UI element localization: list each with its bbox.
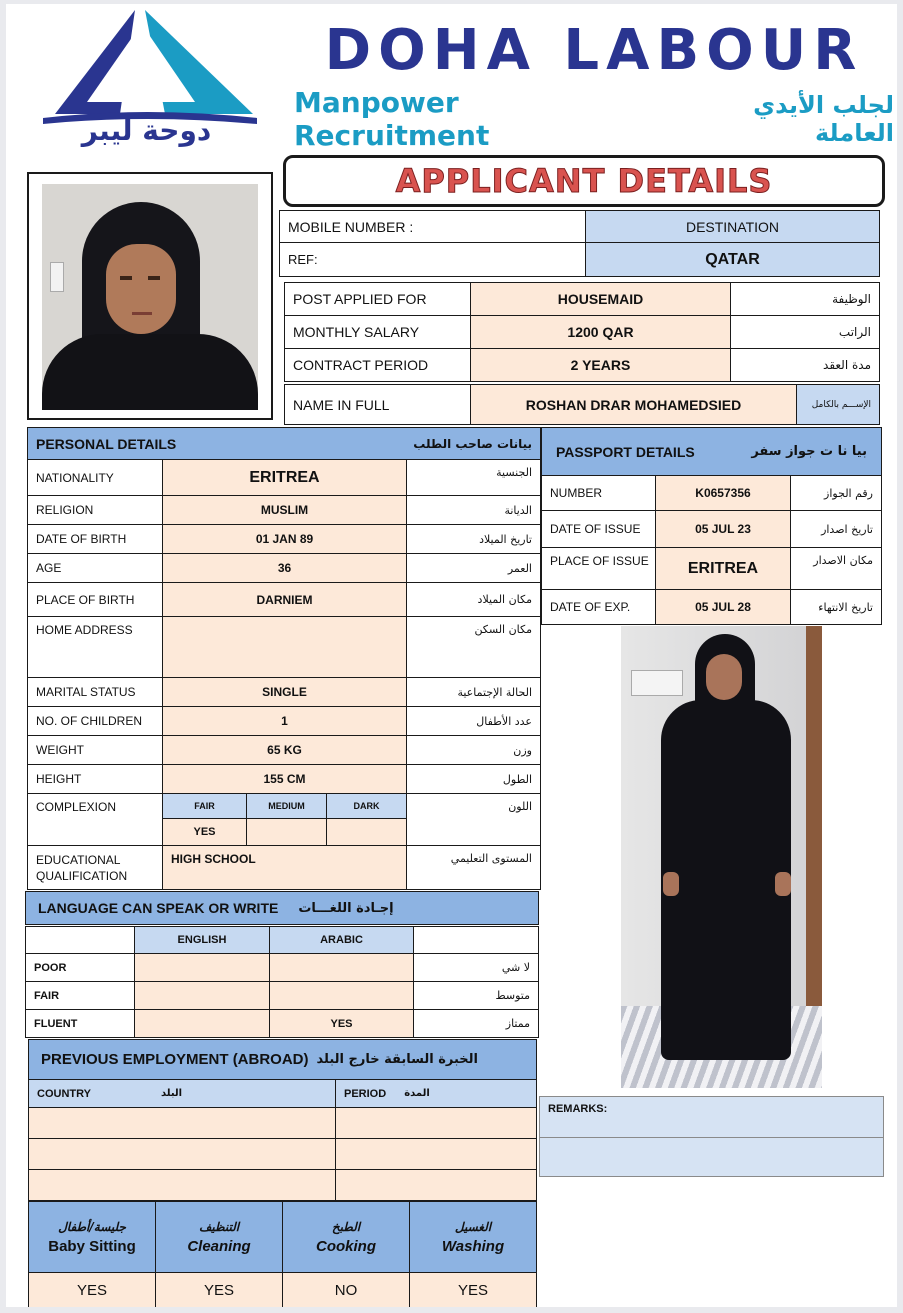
home-address-value: [162, 616, 407, 678]
place-of-issue-value: ERITREA: [655, 547, 791, 590]
place-of-issue-label-ar: مكان الاصدار: [790, 547, 882, 590]
contract-period-value: 2 YEARS: [470, 348, 731, 382]
skill-washing: [409, 1201, 537, 1273]
skill-cooking: [282, 1201, 410, 1273]
employment-country-header: [28, 1079, 336, 1108]
date-of-exp-value: 05 JUL 28: [655, 589, 791, 625]
company-name: DOHA LABOUR: [324, 18, 864, 83]
skill-baby-sitting-ar: جليسة/أطفال: [58, 1219, 126, 1234]
dob-value: 01 JAN 89: [162, 524, 407, 554]
passport-details-header: [541, 427, 882, 476]
children-value: 1: [162, 706, 407, 736]
passport-number-value: K0657356: [655, 475, 791, 511]
remarks-value: [539, 1137, 884, 1177]
monthly-salary-label: MONTHLY SALARY: [284, 315, 471, 349]
language-col-english: ENGLISH: [134, 926, 270, 954]
employment-row-1-country: [28, 1107, 336, 1139]
education-label: [27, 845, 163, 890]
company-subtitle-ar: لجلب الأيدي العاملة: [753, 91, 894, 147]
dob-label: DATE OF BIRTH: [27, 524, 163, 554]
skill-baby-sitting: [28, 1201, 156, 1273]
education-label-ar: المستوى التعليمي: [406, 845, 541, 890]
date-of-exp-label-ar: تاريخ الانتهاء: [790, 589, 882, 625]
employment-period-label-ar: المدة: [404, 1088, 430, 1099]
post-applied-value: HOUSEMAID: [470, 282, 731, 316]
remarks-label: REMARKS:: [539, 1096, 884, 1138]
education-label-line1: EDUCATIONAL: [36, 852, 121, 867]
language-level-poor: POOR: [25, 953, 135, 982]
age-value: 36: [162, 553, 407, 583]
skill-cleaning-ar: التنظيف: [198, 1219, 240, 1234]
skill-cooking-value: NO: [282, 1272, 410, 1307]
complexion-value-fair: YES: [162, 818, 247, 846]
employment-country-label-ar: البلد: [160, 1088, 183, 1099]
place-of-issue-label: PLACE OF ISSUE: [541, 547, 656, 590]
marital-status-label-ar: الحالة الإجتماعية: [406, 677, 541, 707]
passport-details-title: PASSPORT DETAILS: [556, 443, 695, 460]
education-value: HIGH SCHOOL: [162, 845, 407, 890]
weight-label-ar: وزن: [406, 735, 541, 765]
date-of-issue-label-ar: تاريخ اصدار: [790, 510, 882, 548]
nationality-label: NATIONALITY: [27, 459, 163, 496]
skill-baby-sitting-label: Baby Sitting: [48, 1237, 136, 1255]
date-of-issue-label: DATE OF ISSUE: [541, 510, 656, 548]
complexion-label-ar: اللون: [406, 793, 541, 846]
applicant-full-photo: [621, 626, 822, 1088]
language-level-fluent-ar: ممتاز: [413, 1009, 539, 1038]
post-applied-label-ar: الوظيفة: [730, 282, 880, 316]
employment-period-header: [335, 1079, 537, 1108]
applicant-photo: [42, 184, 258, 410]
full-name-label: NAME IN FULL: [284, 384, 471, 425]
skill-cooking-ar: الطبخ: [331, 1219, 361, 1234]
mobile-number-label: MOBILE NUMBER :: [279, 210, 586, 243]
home-address-label-ar: مكان السكن: [406, 616, 541, 678]
complexion-value-dark: [326, 818, 407, 846]
post-applied-label: POST APPLIED FOR: [284, 282, 471, 316]
language-level-fluent: FLUENT: [25, 1009, 135, 1038]
complexion-option-medium: MEDIUM: [246, 793, 327, 819]
skill-cleaning-label: Cleaning: [187, 1237, 251, 1255]
personal-details-title-ar: بيانات صاحب الطلب: [413, 436, 532, 451]
height-label-ar: الطول: [406, 764, 541, 794]
weight-label: WEIGHT: [27, 735, 163, 765]
language-fluent-english: [134, 1009, 270, 1038]
applicant-form: [6, 4, 897, 1307]
language-poor-english: [134, 953, 270, 982]
employment-period-label: PERIOD: [344, 1087, 387, 1100]
language-corner-cell: [25, 926, 135, 954]
education-label-line2: QUALIFICATION: [36, 868, 128, 883]
page-title: APPLICANT DETAILS: [395, 162, 773, 200]
employment-row-3-country: [28, 1169, 336, 1201]
place-of-birth-label-ar: مكان الميلاد: [406, 582, 541, 617]
language-corner-cell-right: [413, 926, 539, 954]
nationality-value: ERITREA: [162, 459, 407, 496]
language-fluent-arabic: YES: [269, 1009, 414, 1038]
employment-row-2-period: [335, 1138, 537, 1170]
destination-label: DESTINATION: [585, 210, 880, 243]
marital-status-label: MARITAL STATUS: [27, 677, 163, 707]
language-title: LANGUAGE CAN SPEAK OR WRITE: [38, 900, 279, 916]
employment-title-ar: الخبرة السابقة خارج البلد: [316, 1052, 478, 1067]
skill-washing-label: Washing: [441, 1237, 505, 1255]
place-of-birth-value: DARNIEM: [162, 582, 407, 617]
employment-row-1-period: [335, 1107, 537, 1139]
monthly-salary-label-ar: الراتب: [730, 315, 880, 349]
language-level-poor-ar: لا شي: [413, 953, 539, 982]
marital-status-value: SINGLE: [162, 677, 407, 707]
full-name-value: ROSHAN DRAR MOHAMEDSIED: [470, 384, 797, 425]
ref-label: REF:: [279, 242, 586, 277]
page-title-box: [283, 155, 885, 207]
age-label-ar: العمر: [406, 553, 541, 583]
nationality-label-ar: الجنسية: [406, 459, 541, 496]
passport-number-label-ar: رقم الجواز: [790, 475, 882, 511]
passport-number-label: NUMBER: [541, 475, 656, 511]
employment-row-3-period: [335, 1169, 537, 1201]
language-poor-arabic: [269, 953, 414, 982]
language-level-fair: FAIR: [25, 981, 135, 1010]
applicant-photo-frame: [27, 172, 273, 420]
language-fair-english: [134, 981, 270, 1010]
contract-period-label-ar: مدة العقد: [730, 348, 880, 382]
full-name-label-ar: الإســـم بالكامل: [796, 384, 880, 425]
company-subtitle-en: Manpower Recruitment: [294, 86, 490, 152]
language-level-fair-ar: متوسط: [413, 981, 539, 1010]
children-label: NO. OF CHILDREN: [27, 706, 163, 736]
height-value: 155 CM: [162, 764, 407, 794]
dob-label-ar: تاريخ الميلاد: [406, 524, 541, 554]
complexion-option-dark: DARK: [326, 793, 407, 819]
place-of-birth-label: PLACE OF BIRTH: [27, 582, 163, 617]
complexion-option-fair: FAIR: [162, 793, 247, 819]
personal-details-title: PERSONAL DETAILS: [36, 435, 177, 452]
company-logo: [25, 6, 268, 166]
employment-country-label: COUNTRY: [37, 1087, 91, 1100]
children-label-ar: عدد الأطفال: [406, 706, 541, 736]
skill-baby-sitting-value: YES: [28, 1272, 156, 1307]
skill-cooking-label: Cooking: [316, 1237, 376, 1255]
logo-arabic-text: دوحة ليبر: [81, 114, 212, 147]
religion-label: RELIGION: [27, 495, 163, 525]
date-of-exp-label: DATE OF EXP.: [541, 589, 656, 625]
employment-header: [28, 1039, 537, 1080]
date-of-issue-value: 05 JUL 23: [655, 510, 791, 548]
weight-value: 65 KG: [162, 735, 407, 765]
complexion-label: COMPLEXION: [27, 793, 163, 846]
height-label: HEIGHT: [27, 764, 163, 794]
age-label: AGE: [27, 553, 163, 583]
monthly-salary-value: 1200 QAR: [470, 315, 731, 349]
contract-period-label: CONTRACT PERIOD: [284, 348, 471, 382]
language-header: [25, 891, 539, 925]
destination-value: QATAR: [585, 242, 880, 277]
employment-row-2-country: [28, 1138, 336, 1170]
skill-washing-value: YES: [409, 1272, 537, 1307]
personal-details-header: [27, 427, 541, 460]
language-col-arabic: ARABIC: [269, 926, 414, 954]
religion-label-ar: الديانة: [406, 495, 541, 525]
employment-title: PREVIOUS EMPLOYMENT (ABROAD): [41, 1051, 309, 1068]
passport-details-title-ar: بيا نا ت جواز سفر: [751, 444, 867, 459]
language-fair-arabic: [269, 981, 414, 1010]
home-address-label: HOME ADDRESS: [27, 616, 163, 678]
skill-washing-ar: الغسيل: [454, 1219, 492, 1234]
skill-cleaning: [155, 1201, 283, 1273]
complexion-value-medium: [246, 818, 327, 846]
company-subtitle: [294, 86, 894, 152]
religion-value: MUSLIM: [162, 495, 407, 525]
skill-cleaning-value: YES: [155, 1272, 283, 1307]
language-title-ar: إجـادة اللغـــات: [298, 900, 394, 916]
